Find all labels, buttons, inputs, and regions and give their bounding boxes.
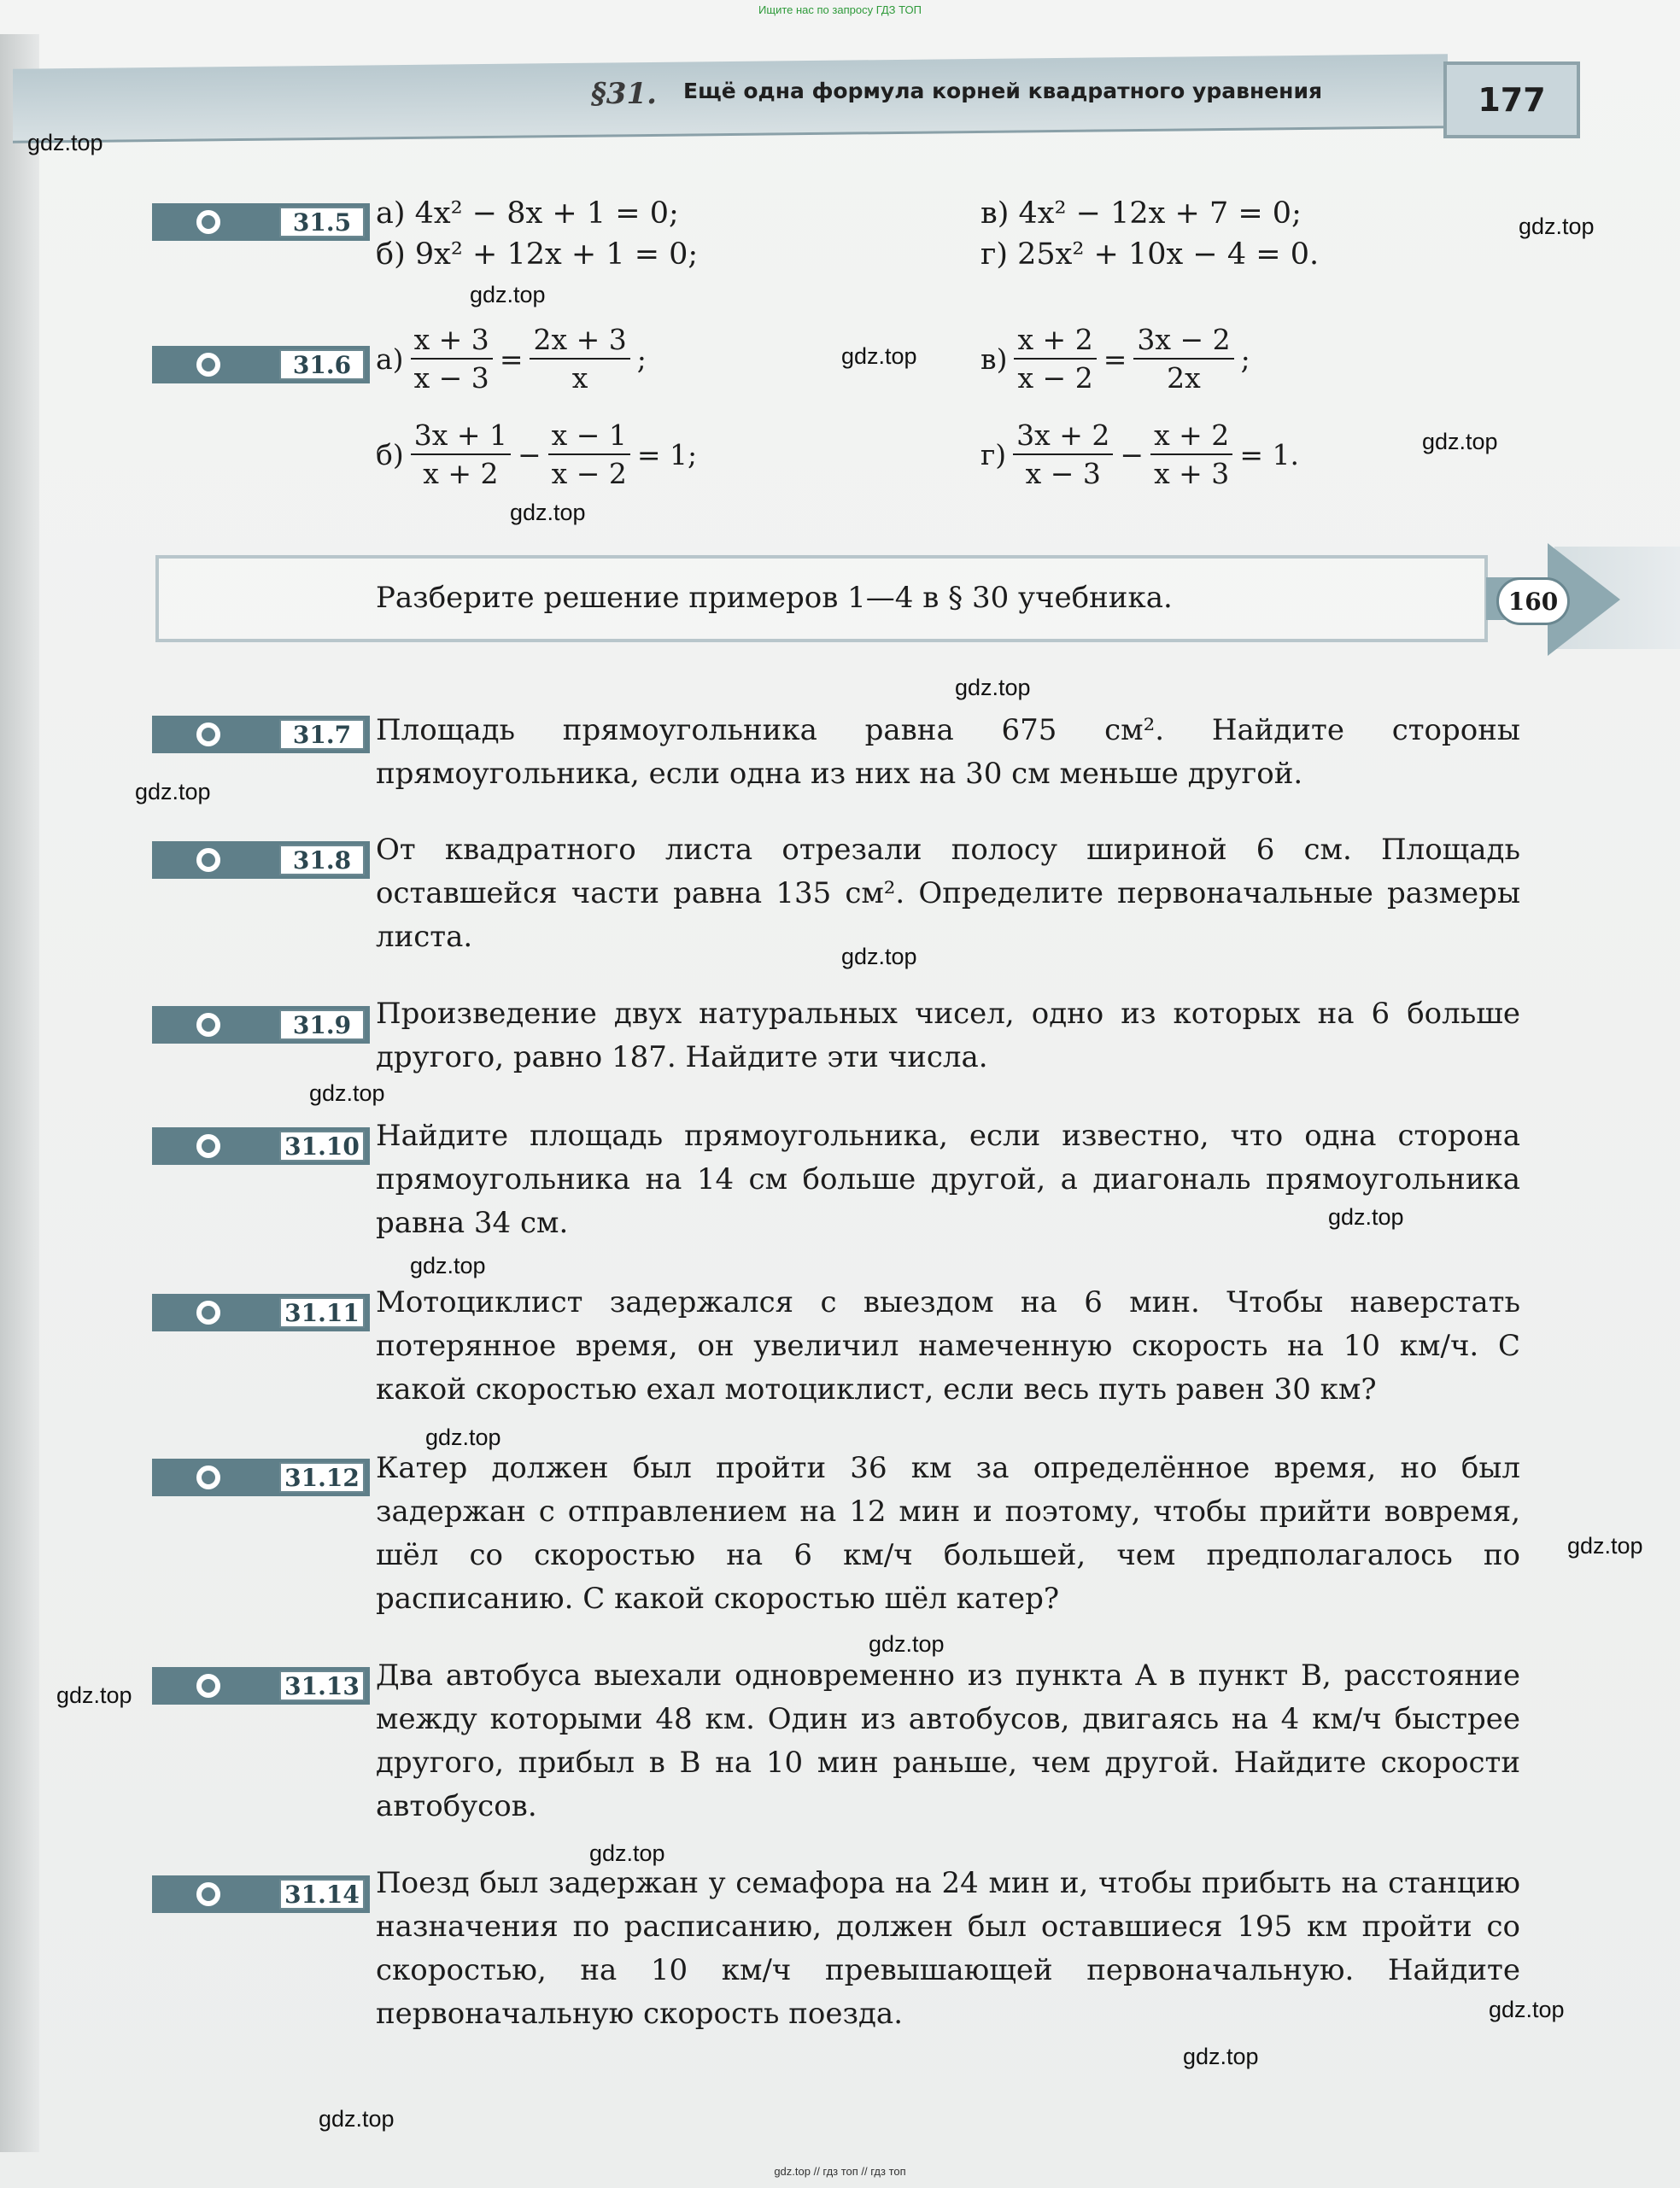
watermark: gdz.top <box>510 500 586 525</box>
numerator: 3x + 1 <box>411 418 511 455</box>
watermark: gdz.top <box>955 675 1031 700</box>
fraction <box>1150 418 1232 490</box>
denominator: x − 3 <box>1025 457 1101 490</box>
item-label: б) <box>376 437 404 471</box>
fraction-equation-g <box>980 418 1299 490</box>
fraction <box>530 323 629 395</box>
watermark: gdz.top <box>1328 1204 1404 1230</box>
watermark: gdz.top <box>319 2106 395 2132</box>
numerator: 3x − 2 <box>1133 323 1233 360</box>
fraction <box>1014 323 1096 395</box>
reference-page-badge[interactable]: 160 <box>1496 577 1570 625</box>
equation-end: = 1. <box>1239 437 1299 471</box>
equation-a: а) 4x² − 8x + 1 = 0; <box>376 196 679 231</box>
denominator: 2x <box>1167 361 1201 395</box>
problem-number: 31.10 <box>279 1131 365 1161</box>
reference-text: Разберите решение примеров 1—4 в § 30 учебника. <box>376 581 1173 615</box>
problem-text-31-14: Поезд был задержан у семафора на 24 мин и, чтобы прибыть на станцию назначения по расписанию, должен был оставшиеся 195 км пройти со скоростью, на 10 км/ч превышающей первоначальную. Найдите первоначальную скорость поезда. <box>376 1866 1520 2031</box>
numerator: x + 2 <box>1014 323 1096 360</box>
numerator: x + 3 <box>411 323 493 360</box>
circle-icon <box>196 1301 220 1325</box>
problem-number: 31.14 <box>279 1879 365 1910</box>
watermark: gdz.top <box>470 282 546 307</box>
fraction <box>411 323 493 395</box>
problem-number: 31.13 <box>279 1670 365 1701</box>
bottom-note: gdz.top // гдз топ // гдз топ <box>774 2165 906 2178</box>
section-number: §31. <box>591 77 657 111</box>
equation-b: б) 9x² + 12x + 1 = 0; <box>376 237 699 272</box>
circle-icon <box>196 1465 220 1489</box>
denominator: x + 3 <box>1154 457 1230 490</box>
watermark: gdz.top <box>841 944 917 969</box>
watermark: gdz.top <box>1183 2044 1259 2069</box>
watermark: gdz.top <box>135 779 211 804</box>
circle-icon <box>196 848 220 872</box>
denominator: x + 2 <box>423 457 499 490</box>
watermark: gdz.top <box>410 1253 486 1278</box>
operator: − <box>517 437 541 471</box>
watermark: gdz.top <box>309 1080 385 1106</box>
problem-number: 31.6 <box>279 349 365 380</box>
item-label: а) <box>376 342 404 376</box>
problem-marker-31-12 <box>152 1459 370 1496</box>
problem-text-31-7: Площадь прямоугольника равна 675 см². Найдите стороны прямоугольника, если одна из них на 30 см меньше другой. <box>376 713 1520 791</box>
denominator: x − 3 <box>413 361 489 395</box>
operator: = <box>1103 342 1127 376</box>
numerator: x − 1 <box>548 418 630 455</box>
problem-marker-31-5 <box>152 203 370 241</box>
equation-end: ; <box>1240 342 1250 376</box>
problem-number: 31.11 <box>279 1297 365 1328</box>
problem-marker-31-14 <box>152 1875 370 1913</box>
fraction-equation-a <box>376 323 647 395</box>
watermark: gdz.top <box>27 130 103 155</box>
numerator: 2x + 3 <box>530 323 629 360</box>
problem-number: 31.9 <box>279 1009 365 1040</box>
item-label: в) <box>980 342 1008 376</box>
watermark: gdz.top <box>425 1425 501 1450</box>
problem-text-31-10: Найдите площадь прямоугольника, если известно, что одна сторона прямоугольника на 14 см больше другой, а диагональ прямоугольника равна 34 см. <box>376 1119 1520 1240</box>
problem-marker-31-6 <box>152 346 370 383</box>
watermark: gdz.top <box>589 1840 665 1866</box>
circle-icon <box>196 1674 220 1698</box>
watermark: gdz.top <box>1519 214 1595 239</box>
watermark: gdz.top <box>869 1631 945 1657</box>
denominator: x − 2 <box>551 457 627 490</box>
problem-number: 31.12 <box>279 1462 365 1493</box>
watermark: gdz.top <box>56 1682 132 1708</box>
problem-marker-31-9 <box>152 1006 370 1044</box>
equation-end: ; <box>636 342 647 376</box>
section-title: Ещё одна формула корней квадратного уравнения <box>683 79 1323 103</box>
problem-text-31-8: От квадратного листа отрезали полосу шириной 6 см. Площадь оставшейся части равна 135 см². Определите первоначальные размеры листа. <box>376 833 1520 954</box>
problem-number: 31.8 <box>279 845 365 875</box>
circle-icon <box>196 353 220 377</box>
problem-marker-31-8 <box>152 841 370 879</box>
fraction-equation-b <box>376 418 697 490</box>
watermark: gdz.top <box>841 343 917 369</box>
problem-text-31-9: Произведение двух натуральных чисел, одно из которых на 6 больше другого, равно 187. Найдите эти числа. <box>376 997 1520 1074</box>
equation-end: = 1; <box>636 437 698 471</box>
watermark: gdz.top <box>1567 1533 1643 1559</box>
equation-v: в) 4x² − 12x + 7 = 0; <box>980 196 1302 231</box>
watermark: gdz.top <box>1489 1997 1565 2022</box>
fraction <box>1013 418 1113 490</box>
operator: − <box>1120 437 1144 471</box>
watermark: gdz.top <box>1422 429 1498 454</box>
problem-text-31-13: Два автобуса выехали одновременно из пункта A в пункт B, расстояние между которыми 48 км. Один из автобусов, двигаясь на 4 км/ч быстрее другого, прибыл в B на 10 мин раньше, чем другой. Найдите скорости автобусов. <box>376 1659 1520 1823</box>
problem-marker-31-11 <box>152 1294 370 1331</box>
equation-g: г) 25x² + 10x − 4 = 0. <box>980 237 1320 272</box>
problem-marker-31-13 <box>152 1667 370 1705</box>
problem-text-31-12: Катер должен был пройти 36 км за определённое время, но был задержан с отправлением на 12 мин и поэтому, чтобы прийти вовремя, шёл со скоростью на 6 км/ч большей, чем предполагалось по расписанию. С какой скоростью шёл катер? <box>376 1451 1520 1616</box>
problem-text-31-11: Мотоциклист задержался с выездом на 6 мин. Чтобы наверстать потерянное время, он увеличил намеченную скорость на 10 км/ч. С какой скоростью ехал мотоциклист, если весь путь равен 30 км? <box>376 1285 1520 1407</box>
fraction <box>1133 323 1233 395</box>
circle-icon <box>196 210 220 234</box>
numerator: 3x + 2 <box>1013 418 1113 455</box>
page-gutter <box>0 34 39 2152</box>
denominator: x <box>571 361 588 395</box>
item-label: г) <box>980 437 1007 471</box>
fraction <box>411 418 511 490</box>
operator: = <box>499 342 524 376</box>
circle-icon <box>196 723 220 746</box>
problem-number: 31.7 <box>279 719 365 750</box>
problem-marker-31-10 <box>152 1127 370 1165</box>
fraction-equation-v <box>980 323 1250 395</box>
problem-number: 31.5 <box>279 207 365 237</box>
circle-icon <box>196 1882 220 1906</box>
page-number: 177 <box>1443 61 1580 138</box>
circle-icon <box>196 1013 220 1037</box>
denominator: x − 2 <box>1017 361 1093 395</box>
circle-icon <box>196 1134 220 1158</box>
fraction <box>548 418 630 490</box>
top-note: Ищите нас по запросу ГДЗ ТОП <box>758 3 922 16</box>
numerator: x + 2 <box>1150 418 1232 455</box>
problem-marker-31-7 <box>152 716 370 753</box>
